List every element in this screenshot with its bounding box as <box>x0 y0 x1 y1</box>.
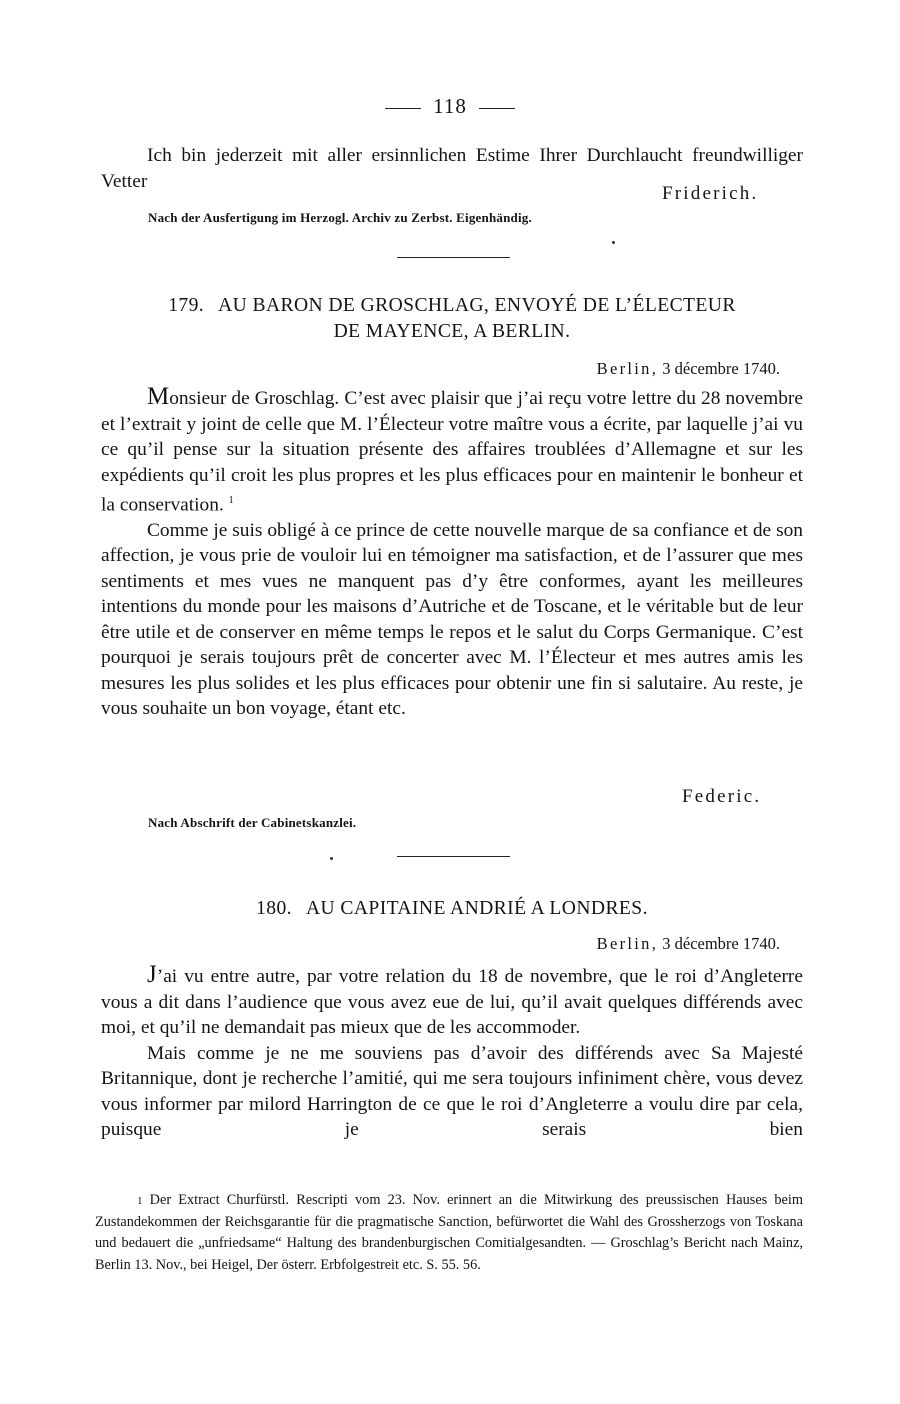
footnote-ref: 1 <box>228 495 234 506</box>
letter-180-number: 180. <box>256 898 292 919</box>
letter-180-paragraph-1 <box>101 962 803 1041</box>
footnote-text: Der Extract Churfürstl. Rescripti vom 23. Nov. erinnert an die Mitwirkung des preussischen Hauses beim Zustandekommen der Reichsgarantie für die pragmatische Sanction, befürwortet die Wahl des Grossherzogs von Toskana und bedauert die „unfriedsame“ Haltung des brandenburgischen Comitialgesandten. — Groschlag’s Bericht nach Mainz, Berlin 13. Nov., bei Heigel, Der österr. Erbfolgestreit etc. S. 55. 56. <box>95 1192 803 1273</box>
stray-mark-2 <box>330 857 333 860</box>
signature-federic: Federic. <box>682 786 762 807</box>
source-note-179: Nach Abschrift der Cabinetskanzlei. <box>148 815 357 830</box>
footnote-mark: 1 <box>137 1195 143 1207</box>
letter-179-place: Berlin, <box>596 359 659 378</box>
letter-179-para1-text: onsieur de Groschlag. C’est avec plaisir que j’ai reçu votre lettre du 28 novembre et l’extrait y joint de celle que M. l’Électeur votre maître vous a écrite, par laquelle j’ai vu ce qu’il pense sur la situation présente des affaires troublées d’Allemagne et sur les expédients qu’il croit les plus propres et les plus efficaces pour en maintenir le bonheur et la conservation. <box>101 388 803 516</box>
stray-mark <box>612 241 615 244</box>
letter-180-dateline <box>597 934 780 954</box>
page-number-header <box>0 94 900 119</box>
signature-friderich: Friderich. <box>662 183 759 204</box>
letter-180-paragraph-2: Mais comme je ne me souviens pas d’avoir des différends avec Sa Majesté Britannique, dont je recherche l’amitié, qui me sera toujours infiniment chère, vous devez vous informer par milord Harrington de ce que le roi d’Angleterre a voulu dire par cela, puisque je serais bien <box>101 1042 803 1140</box>
letter-179-number: 179. <box>168 295 205 316</box>
letter-180-para1-text: ’ai vu entre autre, par votre relation du 18 de novembre, que le roi d’Angleterre vous a dit dans l’audience que vous avez eue de lui, qu’il avait quelques différends avec moi, et qu’il ne demandait pas mieux que de les accommoder. <box>101 966 803 1038</box>
closing-text-content: Ich bin jederzeit mit aller ersinnlichen Estime Ihrer Durchlaucht freundwilliger Vetter <box>101 145 803 192</box>
letter-179-heading-line1 <box>101 293 803 319</box>
letter-179-paragraph-2: Comme je suis obligé à ce prince de cette nouvelle marque de sa confiance et de son affection, je vous prie de vouloir lui en témoigner ma satisfaction, et de l’assurer que mes sentiments et mes vues ne manquent pas d’y être conformes, ayant les meilleures intentions du monde pour les maisons d’Autriche et de Toscane, et le véritable but de leur être utile et de conserver en même temps le repos et le salut du Corps Germanique. C’est pourquoi je serais toujours prêt de concerter avec M. l’Électeur et mes autres amis les mesures les plus solides et les plus efficaces pour obtenir une fin si salutaire. Au reste, je vous souhaite un bon voyage, étant etc. <box>101 519 803 720</box>
letter-179-initial: M <box>147 383 170 410</box>
letter-179-paragraph-1 <box>101 384 803 518</box>
section-divider-1 <box>397 257 510 258</box>
letter-179-title-line1: AU BARON DE GROSCHLAG, ENVOYÉ DE L’ÉLECTEUR <box>218 295 736 316</box>
letter-179-date: 3 décembre 1740. <box>662 359 780 378</box>
letter-180-initial: J <box>147 961 157 988</box>
letter-179-title-line2: DE MAYENCE, A BERLIN. <box>333 321 571 342</box>
letter-180-title: AU CAPITAINE ANDRIÉ A LONDRES. <box>305 898 648 919</box>
letter-180-place: Berlin, <box>596 934 659 953</box>
footnote-1 <box>95 1190 803 1276</box>
source-note-178: Nach der Ausfertigung im Herzogl. Archiv zu Zerbst. Eigenhändig. <box>148 210 532 225</box>
header-dash-right <box>479 108 515 109</box>
letter-179-dateline <box>597 359 780 379</box>
footnotes <box>95 1190 803 1276</box>
section-divider-2 <box>397 856 510 857</box>
letter-180-body <box>101 962 803 1143</box>
header-dash-left <box>385 108 421 109</box>
letter-179-body <box>101 384 803 722</box>
page-number: 118 <box>433 94 467 118</box>
letter-180-date: 3 décembre 1740. <box>662 934 780 953</box>
letter-180-heading <box>101 896 803 922</box>
letter-179-heading <box>101 293 803 345</box>
